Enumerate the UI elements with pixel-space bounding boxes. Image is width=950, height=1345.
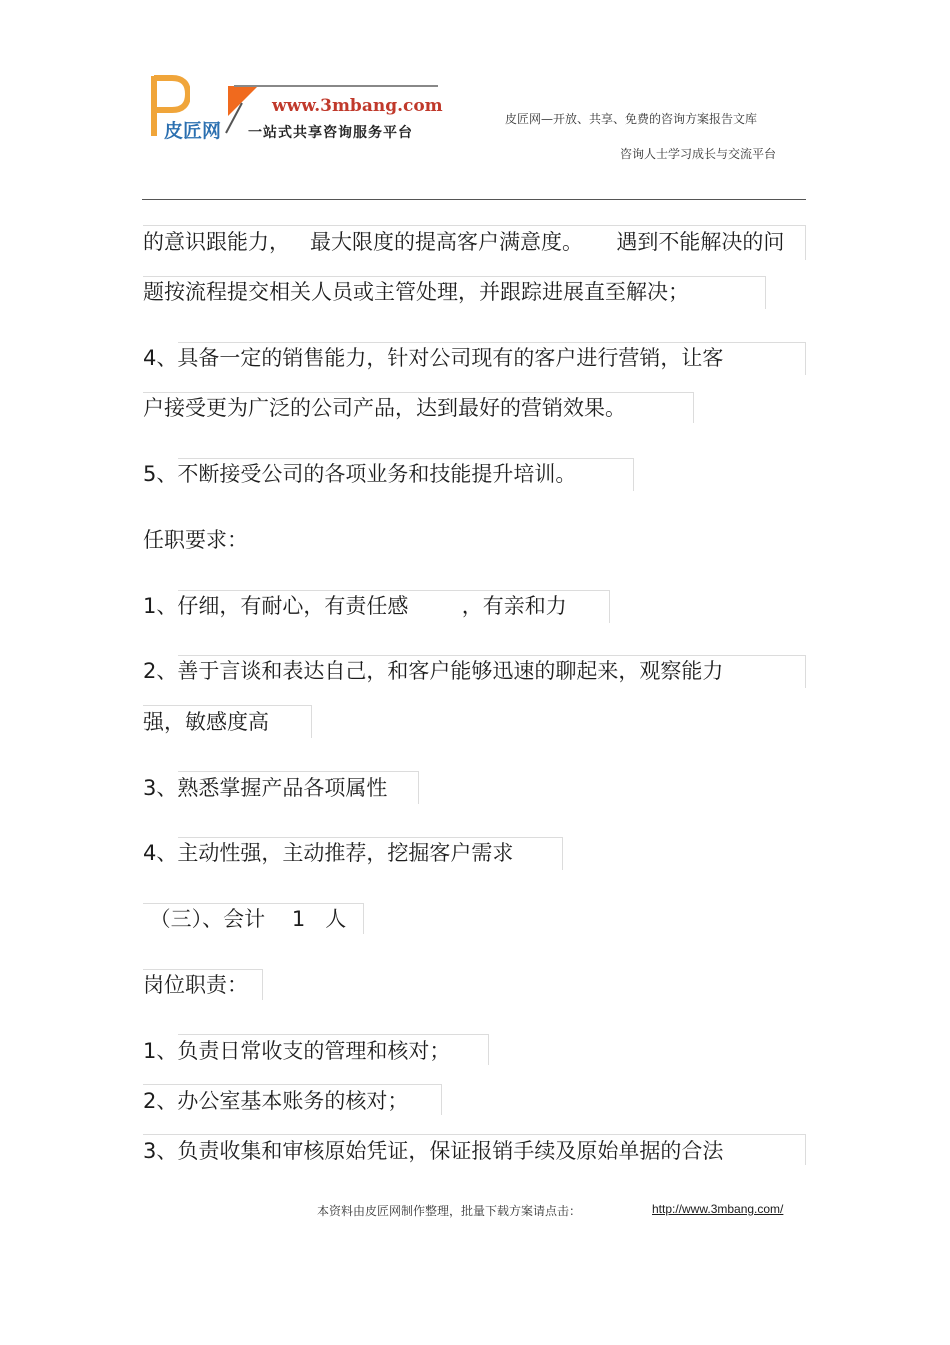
- logo-url: www.3mbang.com: [272, 96, 443, 116]
- body-line: 3、熟悉掌握产品各项属性: [143, 776, 388, 800]
- section-heading: （三）、会计 1 人: [143, 907, 347, 931]
- header-subtagline: 咨询人士学习成长与交流平台: [620, 147, 777, 161]
- body-line: 强，敏感度高: [143, 710, 269, 734]
- footer-link[interactable]: http://www.3mbang.com/: [652, 1202, 784, 1216]
- header-rule: [142, 199, 806, 200]
- body-line: 2、善于言谈和表达自己，和客户能够迅速的聊起来，观察能力: [143, 659, 724, 683]
- footer-text: 本资料由皮匠网制作整理，批量下载方案请点击：: [317, 1204, 582, 1218]
- section-heading: 任职要求：: [143, 528, 248, 552]
- body-line: 1、仔细，有耐心，有责任感 ，有亲和力: [143, 594, 567, 618]
- body-line: 2、办公室基本账务的核对；: [143, 1089, 409, 1113]
- body-line: 户接受更为广泛的公司产品，达到最好的营销效果。: [143, 396, 626, 420]
- site-logo[interactable]: [146, 72, 446, 144]
- body-line: 4、具备一定的销售能力，针对公司现有的客户进行营销，让客: [143, 346, 724, 370]
- logo-divider: [234, 85, 438, 87]
- body-line: 3、负责收集和审核原始凭证，保证报销手续及原始单据的合法: [143, 1139, 724, 1163]
- body-line: 的意识跟能力， 最大限度的提高客户满意度。 遇到不能解决的问: [143, 230, 785, 254]
- header-tagline: 皮匠网—开放、共享、免费的咨询方案报告文库: [505, 112, 758, 126]
- logo-slogan: 一站式共享咨询服务平台: [248, 125, 413, 141]
- logo-chinese-name: 皮匠网: [164, 120, 222, 142]
- body-line: 1、负责日常收支的管理和核对；: [143, 1039, 451, 1063]
- section-heading: 岗位职责：: [143, 973, 248, 997]
- body-line: 4、主动性强，主动推荐，挖掘客户需求: [143, 841, 514, 865]
- body-line: 题按流程提交相关人员或主管处理，并跟踪进展直至解决；: [143, 280, 689, 304]
- logo-flag-icon: [228, 86, 258, 116]
- body-line: 5、不断接受公司的各项业务和技能提升培训。: [143, 462, 577, 486]
